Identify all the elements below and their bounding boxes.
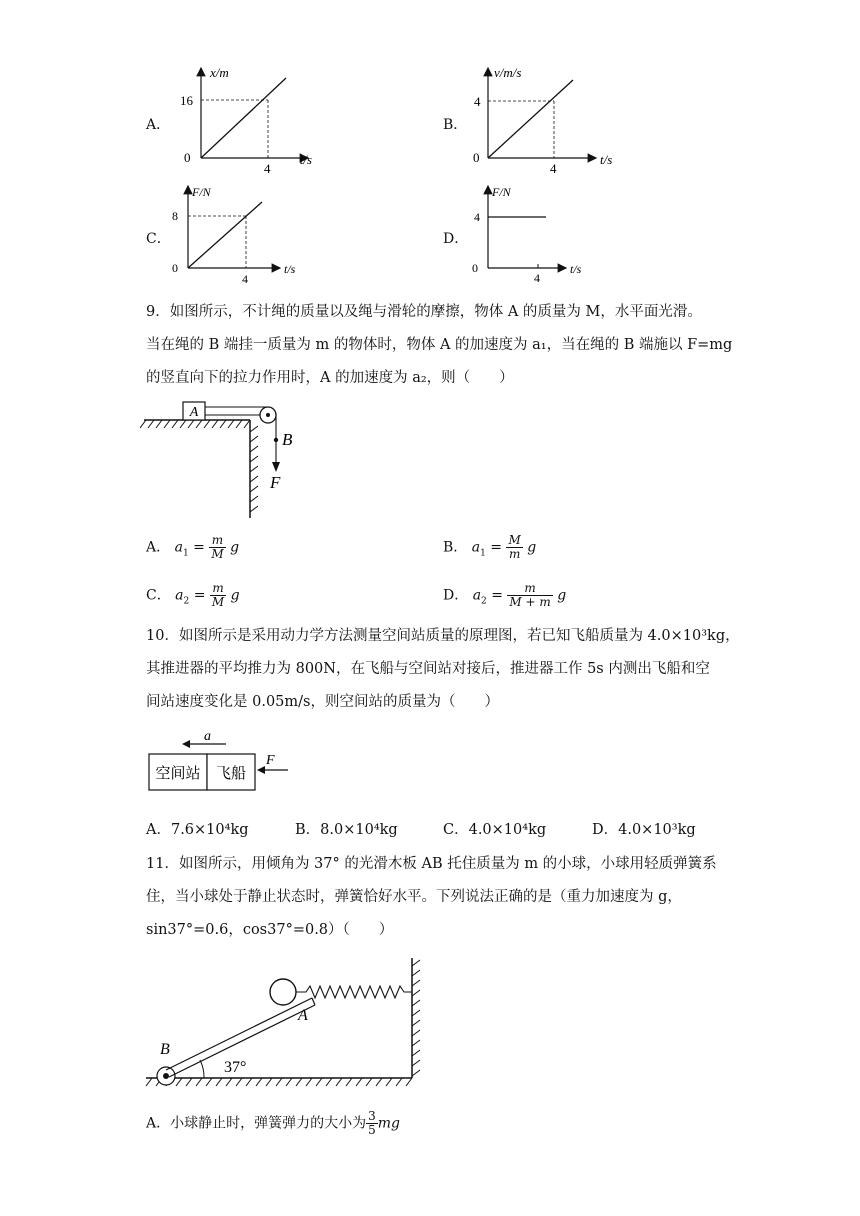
q8-option-d-graph xyxy=(468,180,618,286)
force-f-label: F xyxy=(270,473,281,492)
q10-text-line2: 其推进器的平均推力为 800N，在飞船与空间站对接后，推进器工作 5s 内测出飞船和空 xyxy=(146,661,710,677)
point-a-label: A xyxy=(298,1007,308,1024)
accel-label: a xyxy=(204,729,211,744)
x-tick-label: 4 xyxy=(242,272,248,286)
q8-option-c-letter: C． xyxy=(146,231,171,247)
x-tick-label: 4 xyxy=(264,161,271,176)
q9-option-b: B． $a_1$ = $\frac{M}{m}$ g xyxy=(443,533,537,561)
x-tick-label: 4 xyxy=(534,271,540,285)
station-label: 空间站 xyxy=(155,764,201,782)
x-axis-label: t/s xyxy=(299,152,312,167)
q8-option-a-graph xyxy=(170,60,320,178)
q10-station-figure xyxy=(146,726,296,796)
angle-label: 37° xyxy=(224,1059,247,1076)
q9-pulley-figure xyxy=(140,396,320,522)
q10-text-line1: 10．如图所示是采用动力学方法测量空间站质量的原理图，若已知飞船质量为 4.0×10³kg， xyxy=(146,628,740,644)
y-tick-label: 4 xyxy=(474,210,480,224)
q9-text-line1: 9．如图所示，不计绳的质量以及绳与滑轮的摩擦，物体 A 的质量为 M，水平面光滑。 xyxy=(146,304,702,320)
origin-label: 0 xyxy=(172,261,178,275)
end-b-label: B xyxy=(282,430,293,449)
q11-option-a: A．小球静止时，弹簧弹力的大小为 $\frac{3}{5}$ mg xyxy=(146,1109,401,1137)
q10-option-a: A．7.6×10⁴kg xyxy=(146,822,249,838)
q10-option-c: C．4.0×10⁴kg xyxy=(443,822,547,838)
force-label: F xyxy=(266,753,275,768)
q10-option-b: B．8.0×10⁴kg xyxy=(295,822,398,838)
q8-option-b-letter: B． xyxy=(443,117,468,133)
y-axis-label: F/N xyxy=(192,185,211,199)
origin-label: 0 xyxy=(184,150,191,165)
y-tick-label: 8 xyxy=(172,209,178,223)
q11-incline-figure xyxy=(140,950,440,1092)
q9-text-line3: 的竖直向下的拉力作用时，A 的加速度为 a₂，则（ ） xyxy=(146,370,514,386)
ship-label: 飞船 xyxy=(215,764,247,782)
x-axis-label: t/s xyxy=(570,262,582,276)
q10-option-d: D．4.0×10³kg xyxy=(592,822,696,838)
q8-option-c-graph xyxy=(168,180,318,286)
q8-option-b-graph xyxy=(468,60,618,178)
x-axis-label: t/s xyxy=(284,262,296,276)
q9-option-a: A． $a_1$ = $\frac{m}{M}$ g xyxy=(146,533,240,561)
q8-option-a-letter: A． xyxy=(146,117,171,133)
q8-option-d-letter: D． xyxy=(443,231,469,247)
y-tick-label: 16 xyxy=(180,93,193,108)
q9-option-d: D． $a_2$ = $\frac{m}{M + m}$ g xyxy=(443,581,567,609)
q11-text-line1: 11．如图所示，用倾角为 37° 的光滑木板 AB 托住质量为 m 的小球，小球用轻质弹簧系 xyxy=(146,856,717,872)
q9-option-c: C． $a_2$ = $\frac{m}{M}$ g xyxy=(146,581,240,609)
q11-text-line3: sin37°=0.6，cos37°=0.8）（ ） xyxy=(146,922,394,938)
block-a-label: A xyxy=(189,405,199,420)
q10-text-line3: 间站速度变化是 0.05m/s，则空间站的质量为（ ） xyxy=(146,694,499,710)
q11-text-line2: 住，当小球处于静止状态时，弹簧恰好水平。下列说法正确的是（重力加速度为 g， xyxy=(146,889,682,905)
y-axis-label: v/m/s xyxy=(494,65,522,80)
y-axis-label: x/m xyxy=(210,65,229,80)
point-b-label: B xyxy=(160,1041,170,1058)
origin-label: 0 xyxy=(473,150,480,165)
y-tick-label: 4 xyxy=(474,94,481,109)
q9-text-line2: 当在绳的 B 端挂一质量为 m 的物体时，物体 A 的加速度为 a₁，当在绳的 B 端施以 F=mg xyxy=(146,337,733,353)
y-axis-label: F/N xyxy=(492,185,511,199)
origin-label: 0 xyxy=(472,261,478,275)
x-tick-label: 4 xyxy=(550,161,557,176)
x-axis-label: t/s xyxy=(600,152,613,167)
